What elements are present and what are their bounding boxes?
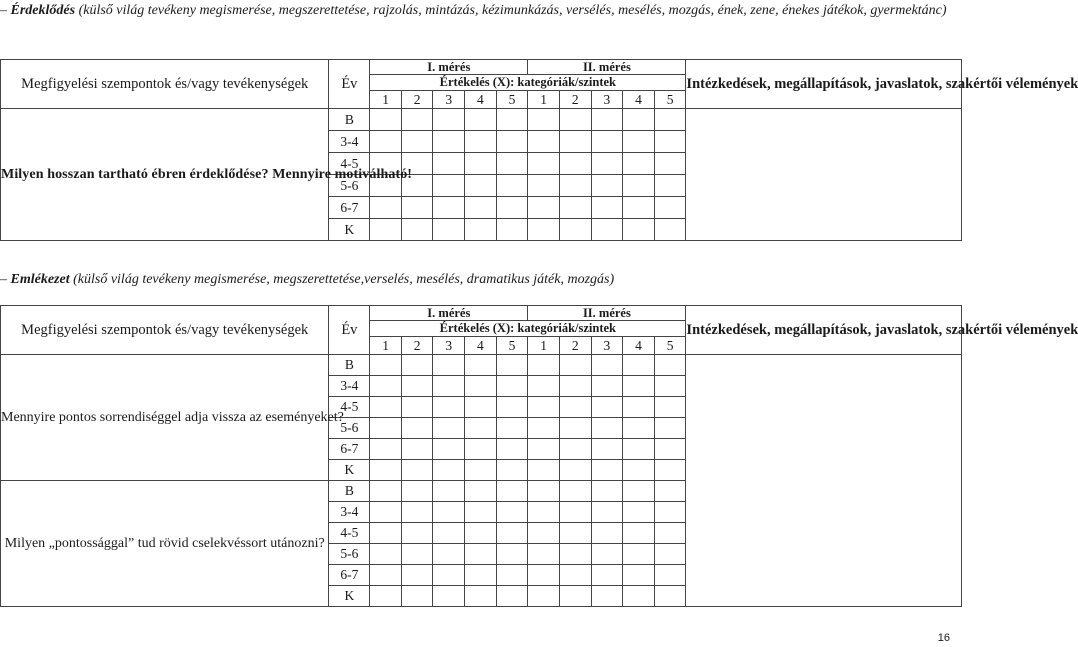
rating-cell[interactable]	[623, 460, 655, 481]
rating-cell[interactable]	[496, 131, 528, 153]
actions-header: Intézkedések, megállapítások, javaslatok, szakértői vélemények	[686, 306, 962, 355]
rating-cell[interactable]	[623, 418, 655, 439]
rating-cell[interactable]	[654, 460, 686, 481]
rating-cell[interactable]	[559, 197, 591, 219]
rating-cell[interactable]	[465, 418, 497, 439]
rating-cell[interactable]	[370, 523, 402, 544]
age-cell: 3-4	[329, 376, 370, 397]
rating-cell[interactable]	[401, 397, 433, 418]
rating-cell[interactable]	[559, 219, 591, 241]
rating-cell[interactable]	[496, 376, 528, 397]
rating-cell[interactable]	[528, 523, 560, 544]
rating-cell[interactable]	[623, 376, 655, 397]
rating-cell[interactable]	[401, 355, 433, 376]
level-cell: 2	[401, 337, 433, 355]
heading-dash: –	[0, 3, 7, 18]
rating-cell[interactable]	[401, 586, 433, 607]
rating-cell[interactable]	[591, 219, 623, 241]
section-heading-interest	[0, 2, 956, 20]
rating-cell[interactable]	[623, 131, 655, 153]
rating-cell[interactable]	[623, 109, 655, 131]
rating-cell[interactable]	[654, 175, 686, 197]
criteria-header: Megfigyelési szempontok és/vagy tevékenységek	[1, 306, 329, 355]
rating-cell[interactable]	[433, 131, 465, 153]
rating-cell[interactable]	[465, 376, 497, 397]
rating-cell[interactable]	[591, 197, 623, 219]
age-cell: 5-6	[329, 418, 370, 439]
rating-cell[interactable]	[433, 502, 465, 523]
year-header: Év	[329, 306, 370, 355]
rating-cell[interactable]	[623, 197, 655, 219]
rating-cell[interactable]	[623, 219, 655, 241]
age-cell: 4-5	[329, 397, 370, 418]
rating-cell[interactable]	[591, 131, 623, 153]
rating-cell[interactable]	[433, 460, 465, 481]
rating-cell[interactable]	[591, 418, 623, 439]
rating-cell[interactable]	[465, 153, 497, 175]
level-cell: 2	[559, 337, 591, 355]
rating-cell[interactable]	[591, 586, 623, 607]
rating-cell[interactable]	[496, 197, 528, 219]
rating-cell[interactable]	[528, 355, 560, 376]
rating-cell[interactable]	[528, 544, 560, 565]
page-number: 16	[937, 632, 950, 644]
year-header: Év	[329, 60, 370, 109]
rating-cell[interactable]	[528, 109, 560, 131]
age-cell: 6-7	[329, 565, 370, 586]
evaluation-header: Értékelés (X): kategóriák/szintek	[370, 321, 686, 337]
rating-cell[interactable]	[401, 523, 433, 544]
rating-cell[interactable]	[591, 481, 623, 502]
rating-cell[interactable]	[591, 175, 623, 197]
rating-cell[interactable]	[528, 502, 560, 523]
level-cell: 1	[370, 337, 402, 355]
rating-cell[interactable]	[654, 565, 686, 586]
rating-cell[interactable]	[559, 502, 591, 523]
rating-cell[interactable]	[528, 397, 560, 418]
rating-cell[interactable]	[496, 109, 528, 131]
rating-cell[interactable]	[401, 376, 433, 397]
rating-cell[interactable]	[496, 460, 528, 481]
level-cell: 1	[528, 337, 560, 355]
level-cell: 3	[591, 91, 623, 109]
rating-cell[interactable]	[370, 197, 402, 219]
rating-cell[interactable]	[465, 355, 497, 376]
level-cell: 5	[496, 337, 528, 355]
rating-cell[interactable]	[559, 586, 591, 607]
rating-cell[interactable]	[654, 197, 686, 219]
rating-cell[interactable]	[433, 397, 465, 418]
actions-cell[interactable]	[686, 109, 962, 241]
rating-cell[interactable]	[654, 481, 686, 502]
rating-cell[interactable]	[559, 565, 591, 586]
rating-cell[interactable]	[591, 439, 623, 460]
rating-cell[interactable]	[528, 376, 560, 397]
heading-description: (külső világ tevékeny megismerése, megszerettetése, rajzolás, mintázás, kézimunkázás, versélés, mesélés, mozgás, ének, zene, énekes játékok, gyermektánc)	[75, 3, 947, 18]
rating-cell[interactable]	[654, 376, 686, 397]
rating-cell[interactable]	[528, 153, 560, 175]
rating-cell[interactable]	[401, 439, 433, 460]
question-action-imitation: Milyen „pontossággal” tud rövid cselekvéssort utánozni?	[1, 481, 329, 607]
rating-cell[interactable]	[496, 544, 528, 565]
rating-cell[interactable]	[401, 197, 433, 219]
rating-cell[interactable]	[433, 175, 465, 197]
rating-cell[interactable]	[559, 153, 591, 175]
rating-cell[interactable]	[496, 502, 528, 523]
rating-cell[interactable]	[496, 418, 528, 439]
rating-cell[interactable]	[654, 418, 686, 439]
age-cell: K	[329, 460, 370, 481]
rating-cell[interactable]	[623, 439, 655, 460]
rating-cell[interactable]	[465, 397, 497, 418]
rating-cell[interactable]	[465, 219, 497, 241]
rating-cell[interactable]	[496, 153, 528, 175]
age-cell: 6-7	[329, 197, 370, 219]
rating-cell[interactable]	[496, 481, 528, 502]
question-motivation: Milyen hosszan tartható ébren érdeklődése? Mennyire motiválható!	[1, 109, 329, 241]
rating-cell[interactable]	[433, 376, 465, 397]
rating-cell[interactable]	[623, 502, 655, 523]
rating-cell[interactable]	[465, 544, 497, 565]
rating-cell[interactable]	[433, 355, 465, 376]
age-cell: B	[329, 355, 370, 376]
level-cell: 3	[433, 91, 465, 109]
rating-cell[interactable]	[559, 109, 591, 131]
rating-cell[interactable]	[654, 153, 686, 175]
rating-cell[interactable]	[401, 565, 433, 586]
observation-table-memory	[0, 305, 1078, 607]
measure-1-header: I. mérés	[370, 306, 528, 321]
rating-cell[interactable]	[654, 502, 686, 523]
heading-dash: –	[0, 272, 7, 287]
rating-cell[interactable]	[465, 175, 497, 197]
level-cell: 5	[496, 91, 528, 109]
level-cell: 2	[559, 91, 591, 109]
rating-cell[interactable]	[528, 131, 560, 153]
rating-cell[interactable]	[591, 460, 623, 481]
rating-cell[interactable]	[370, 544, 402, 565]
rating-cell[interactable]	[370, 439, 402, 460]
rating-cell[interactable]	[370, 565, 402, 586]
rating-cell[interactable]	[591, 355, 623, 376]
rating-cell[interactable]	[370, 376, 402, 397]
age-cell: 4-5	[329, 153, 370, 175]
rating-cell[interactable]	[401, 131, 433, 153]
rating-cell[interactable]	[623, 481, 655, 502]
rating-cell[interactable]	[559, 131, 591, 153]
observation-table-interest	[0, 59, 1078, 241]
measure-2-header: II. mérés	[528, 60, 686, 75]
age-cell: 3-4	[329, 131, 370, 153]
rating-cell[interactable]	[433, 439, 465, 460]
age-cell: 3-4	[329, 502, 370, 523]
rating-cell[interactable]	[623, 586, 655, 607]
rating-cell[interactable]	[591, 565, 623, 586]
rating-cell[interactable]	[370, 418, 402, 439]
rating-cell[interactable]	[496, 175, 528, 197]
rating-cell[interactable]	[623, 175, 655, 197]
rating-cell[interactable]	[433, 418, 465, 439]
rating-cell[interactable]	[433, 544, 465, 565]
age-cell: K	[329, 219, 370, 241]
section-heading-memory	[0, 271, 956, 289]
rating-cell[interactable]	[623, 355, 655, 376]
rating-cell[interactable]	[370, 481, 402, 502]
age-cell: 4-5	[329, 523, 370, 544]
rating-cell[interactable]	[559, 544, 591, 565]
level-cell: 3	[591, 337, 623, 355]
rating-cell[interactable]	[654, 544, 686, 565]
rating-cell[interactable]	[370, 219, 402, 241]
rating-cell[interactable]	[465, 523, 497, 544]
rating-cell[interactable]	[496, 586, 528, 607]
rating-cell[interactable]	[433, 523, 465, 544]
measure-2-header: II. mérés	[528, 306, 686, 321]
rating-cell[interactable]	[401, 481, 433, 502]
level-cell: 4	[465, 91, 497, 109]
rating-cell[interactable]	[528, 481, 560, 502]
age-cell: 6-7	[329, 439, 370, 460]
rating-cell[interactable]	[528, 586, 560, 607]
rating-cell[interactable]	[496, 523, 528, 544]
rating-cell[interactable]	[370, 502, 402, 523]
rating-cell[interactable]	[654, 586, 686, 607]
rating-cell[interactable]	[528, 565, 560, 586]
rating-cell[interactable]	[559, 418, 591, 439]
heading-title: Érdeklődés	[10, 3, 76, 18]
actions-cell[interactable]	[686, 355, 962, 607]
rating-cell[interactable]	[559, 460, 591, 481]
rating-cell[interactable]	[654, 523, 686, 544]
rating-cell[interactable]	[623, 523, 655, 544]
rating-cell[interactable]	[528, 197, 560, 219]
rating-cell[interactable]	[623, 397, 655, 418]
rating-cell[interactable]	[591, 397, 623, 418]
rating-cell[interactable]	[559, 439, 591, 460]
rating-cell[interactable]	[528, 175, 560, 197]
level-cell: 3	[433, 337, 465, 355]
rating-cell[interactable]	[528, 418, 560, 439]
rating-cell[interactable]	[496, 355, 528, 376]
rating-cell[interactable]	[401, 109, 433, 131]
rating-cell[interactable]	[465, 460, 497, 481]
heading-description: (külső világ tevékeny megismerése, megszerettetése,verselés, mesélés, dramatikus játék, mozgás)	[69, 272, 615, 287]
rating-cell[interactable]	[370, 460, 402, 481]
rating-cell[interactable]	[433, 109, 465, 131]
rating-cell[interactable]	[591, 502, 623, 523]
rating-cell[interactable]	[370, 586, 402, 607]
age-cell: K	[329, 586, 370, 607]
actions-header: Intézkedések, megállapítások, javaslatok, szakértői vélemények	[686, 60, 962, 109]
rating-cell[interactable]	[433, 219, 465, 241]
age-cell: 5-6	[329, 544, 370, 565]
rating-cell[interactable]	[654, 439, 686, 460]
rating-cell[interactable]	[559, 376, 591, 397]
rating-cell[interactable]	[559, 355, 591, 376]
rating-cell[interactable]	[623, 153, 655, 175]
rating-cell[interactable]	[528, 460, 560, 481]
rating-cell[interactable]	[496, 219, 528, 241]
rating-cell[interactable]	[465, 131, 497, 153]
rating-cell[interactable]	[370, 397, 402, 418]
rating-cell[interactable]	[465, 481, 497, 502]
rating-cell[interactable]	[528, 219, 560, 241]
rating-cell[interactable]	[623, 565, 655, 586]
rating-cell[interactable]	[465, 109, 497, 131]
rating-cell[interactable]	[401, 544, 433, 565]
rating-cell[interactable]	[465, 197, 497, 219]
rating-cell[interactable]	[401, 502, 433, 523]
evaluation-header: Értékelés (X): kategóriák/szintek	[370, 75, 686, 91]
criteria-header: Megfigyelési szempontok és/vagy tevékenységek	[1, 60, 329, 109]
rating-cell[interactable]	[591, 523, 623, 544]
rating-cell[interactable]	[496, 439, 528, 460]
rating-cell[interactable]	[559, 397, 591, 418]
rating-cell[interactable]	[496, 565, 528, 586]
rating-cell[interactable]	[654, 219, 686, 241]
level-cell: 4	[623, 337, 655, 355]
age-cell: B	[329, 481, 370, 502]
heading-title: Emlékezet	[10, 272, 70, 287]
rating-cell[interactable]	[654, 131, 686, 153]
rating-cell[interactable]	[370, 131, 402, 153]
rating-cell[interactable]	[591, 109, 623, 131]
rating-cell[interactable]	[654, 397, 686, 418]
rating-cell[interactable]	[591, 376, 623, 397]
level-cell: 4	[623, 91, 655, 109]
rating-cell[interactable]	[433, 197, 465, 219]
rating-cell[interactable]	[528, 439, 560, 460]
level-cell: 5	[654, 91, 686, 109]
rating-cell[interactable]	[433, 481, 465, 502]
rating-cell[interactable]	[465, 439, 497, 460]
question-sequence-recall: Mennyire pontos sorrendiséggel adja vissza az eseményeket?	[1, 355, 329, 481]
rating-cell[interactable]	[465, 565, 497, 586]
rating-cell[interactable]	[496, 397, 528, 418]
age-cell: B	[329, 109, 370, 131]
rating-cell[interactable]	[559, 175, 591, 197]
rating-cell[interactable]	[401, 460, 433, 481]
rating-cell[interactable]	[559, 523, 591, 544]
rating-cell[interactable]	[465, 586, 497, 607]
level-cell: 4	[465, 337, 497, 355]
rating-cell[interactable]	[401, 219, 433, 241]
rating-cell[interactable]	[370, 109, 402, 131]
measure-1-header: I. mérés	[370, 60, 528, 75]
rating-cell[interactable]	[623, 544, 655, 565]
rating-cell[interactable]	[401, 418, 433, 439]
rating-cell[interactable]	[559, 481, 591, 502]
rating-cell[interactable]	[654, 109, 686, 131]
rating-cell[interactable]	[433, 586, 465, 607]
age-cell: 5-6	[329, 175, 370, 197]
rating-cell[interactable]	[433, 565, 465, 586]
rating-cell[interactable]	[654, 355, 686, 376]
rating-cell[interactable]	[465, 502, 497, 523]
rating-cell[interactable]	[370, 355, 402, 376]
rating-cell[interactable]	[591, 544, 623, 565]
rating-cell[interactable]	[433, 153, 465, 175]
level-cell: 2	[401, 91, 433, 109]
level-cell: 5	[654, 337, 686, 355]
level-cell: 1	[370, 91, 402, 109]
rating-cell[interactable]	[591, 153, 623, 175]
level-cell: 1	[528, 91, 560, 109]
